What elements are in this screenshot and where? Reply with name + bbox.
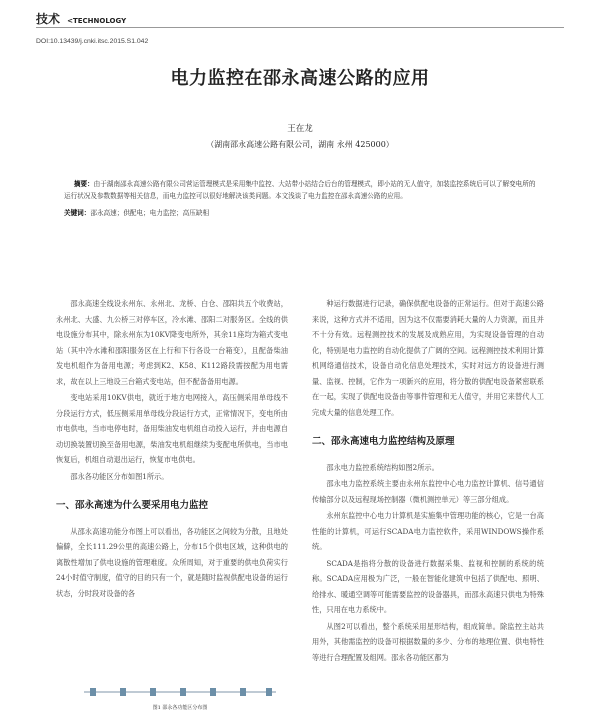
header-rule [36, 27, 564, 28]
journal-header [36, 8, 126, 27]
abstract [64, 178, 540, 202]
abstract-label: 摘要： [73, 180, 94, 188]
section-heading: 二、邵永高速电力监控结构及原理 [312, 436, 455, 447]
body-paragraph: 从邵永高速功能分布图上可以看出，各功能区之间较为分散，且地处偏僻，全长111.29公里的高速公路上，分布15个供电区域，这种供电的离散性增加了供电设施的管理难度。众所周知，对于重要的供电负荷实行24小时值守制度，值守的目的只有一个，就是随时监视供配电设备的运行状态，分时段对设备的各 [56, 526, 288, 598]
affiliation: （湖南邵永高速公路有限公司，湖南 永州 425000） [206, 140, 394, 149]
keywords [64, 207, 540, 217]
figure-1 [80, 680, 280, 711]
paper-title: 电力监控在邵永高速公路的应用 [170, 68, 430, 89]
body-paragraph: 邵永电力监控系统主要由永州东监控中心电力监控计算机、信号通信传输部分以及远程现场控制器（微机测控单元）等三部分组成。 [312, 479, 544, 504]
figure-map-strip [80, 680, 280, 702]
journal-section-title: 技术 [36, 12, 61, 26]
abstract-text: 由于湖南邵永高速公路有限公司营运管理模式是采用集中监控、大站带小站结合后台的管理模式，即小站的无人值守，加装监控系统后可以了解变电所的运行状况及参数数据等相关信息，而电力监控可以很好地解决该类问题。本文浅谈了电力监控在邵永高速公路的应用。 [64, 180, 536, 200]
body-paragraph: 种运行数据进行记录，确保供配电设备的正常运行。但对于高速公路来说，这种方式并不适用，因为这不仅需要消耗大量的人力资源，而且并不十分有效。远程测控技术的发展及成熟应用，为实现设备管理的自动化，特别是电力监控的自动化提供了广阔的空间。远程测控技术利用计算机网络通信技术，设备自动化信息处理技术，实时对远方的设备进行测量、监视、控制，它作为一项新兴的应用，将分散的供配电设备紧密联系在一起，实现了供配电设备由等事件管理和无人值守，并用它来替代人工完成大量的信息处理工作。 [312, 299, 544, 417]
author: 王在龙 [287, 124, 313, 134]
body-paragraph: 邵永电力监控系统结构如图2所示。 [326, 462, 439, 472]
keywords-text: 邵永高速；供配电；电力监控；高压缺相 [90, 209, 210, 217]
doi: DOI:10.13439/j.cnki.itsc.2015.S1.042 [36, 38, 149, 45]
body-paragraph: 邵永高速全线设永州东、永州北、龙桥、白仓、邵阳共五个收费站，永州北、大盛、九公桥三对停车区，冷水滩、邵阳二对服务区。全线的供电设施分布其中，除永州东为10KV降变电所外，其余11座均为箱式变电站（其中冷水滩和邵阳服务区在上行和下行各设一台箱变），且配备柴油发电机组作为备用电源；考虑到K2、K58、K112路段需按配为用电需求，故在以上三地设三台箱式变电站，但不配备备用电源。 [56, 299, 288, 386]
body-paragraph: 变电站采用10KV供电，就近于地方电网接入，高压侧采用单母线不分段运行方式，低压侧采用单母线分段运行方式，正常情况下，变电所由市电供电，当市电停电时，备用柴油发电机组自动投入运行，并由电源自动切换装置切换至备用电源，柴油发电机组继续为变配电所供电，当市电恢复后，机组自动退出运行，恢复市电供电。 [56, 393, 288, 464]
figure-caption: 图1 邵永各功能区分布图 [152, 705, 208, 711]
keywords-label: 关键词： [64, 209, 91, 217]
journal-section-subtitle: <TECHNOLOGY [67, 17, 127, 25]
body-paragraph: SCADA是指将分散的设备进行数据采集、监视和控制的系统的统称。SCADA应用极为广泛，一般在智能化建筑中包括了供配电、照明、给排水、暖通空调等可能需要监控的设备器具，而邵永高速只供电为特殊性，只用在电力系统中。 [312, 558, 544, 614]
body-column-right [312, 296, 544, 666]
body-paragraph: 从图2可以看出，整个系统采用星形结构，组成简单。除监控主站共用外，其他需监控的设备可根据数量的多少、分布的地理位置、供电特性等进行合理配置及组网。邵永各功能区都为 [312, 621, 544, 662]
body-paragraph: 邵永各功能区分布如图1所示。 [70, 471, 169, 481]
section-heading: 一、邵永高速为什么要采用电力监控 [56, 500, 209, 511]
body-paragraph: 永州东监控中心电力计算机是实施集中管理功能的核心，它是一台高性能的计算机，可运行SCADA电力监控软件，采用WINDOWS操作系统。 [312, 511, 544, 551]
body-column-left [56, 296, 288, 602]
